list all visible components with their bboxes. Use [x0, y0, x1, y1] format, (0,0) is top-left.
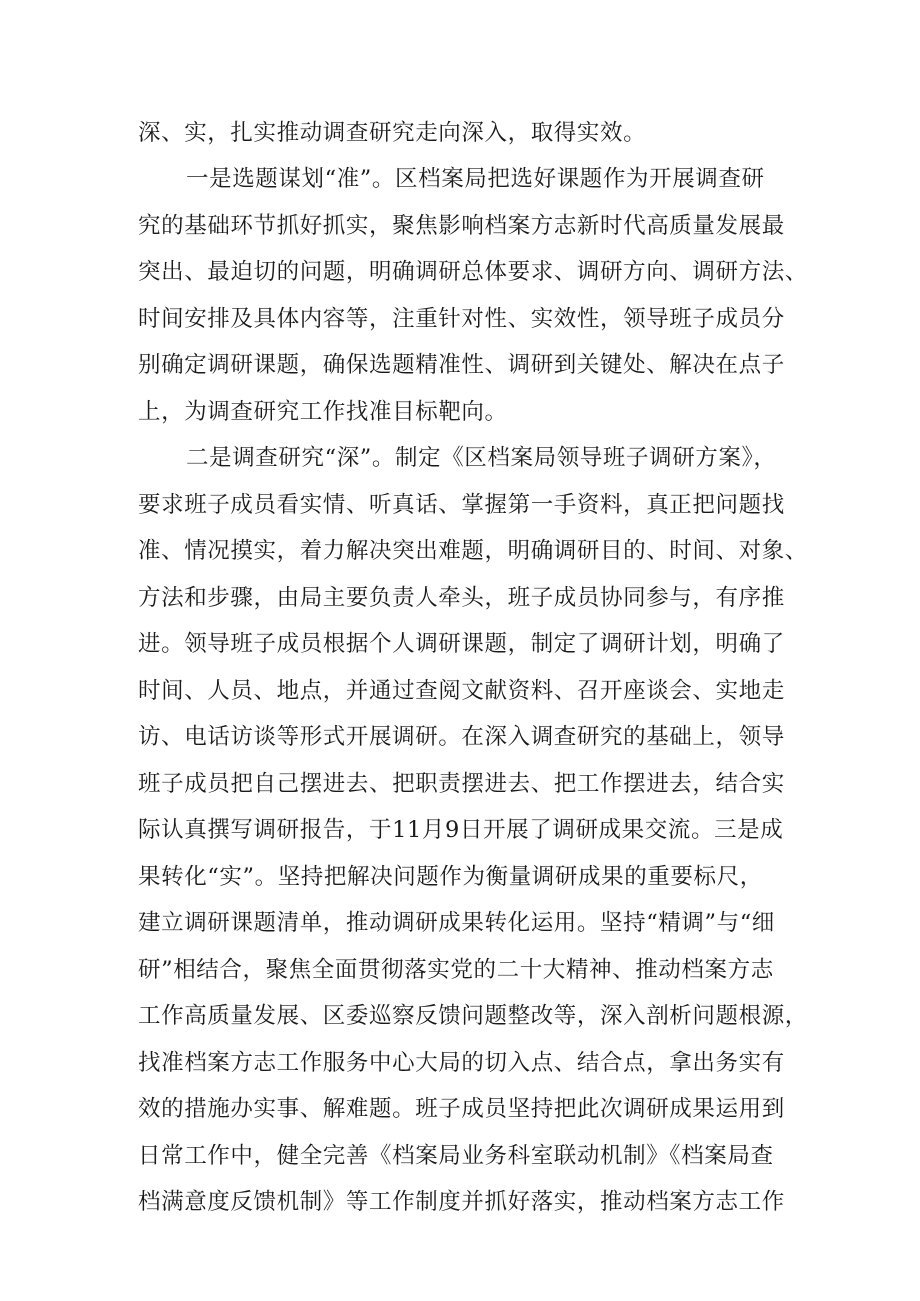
text-line-8: 二是调查研究“深”。制定《区档案局领导班子调研方案》，	[186, 445, 777, 471]
text-line-1: 深、实，扎实推动调查研究走向深入，取得实效。	[138, 120, 647, 146]
text-line-11: 方法和步骤，由局主要负责人牵头，班子成员协同参与，有序推	[138, 585, 785, 611]
text-line-23: 日常工作中，健全完善《档案局业务科室联动机制》《档案局查	[138, 1143, 774, 1169]
text-line-24: 档满意度反馈机制》等工作制度并抓好落实，推动档案方志工作	[138, 1189, 785, 1215]
text-line-3: 究的基础环节抓好抓实，聚焦影响档案方志新时代高质量发展最	[138, 213, 785, 239]
text-line-21: 找准档案方志工作服务中心大局的切入点、结合点，拿出务实有	[138, 1050, 785, 1076]
text-line-20: 工作高质量发展、区委巡察反馈问题整改等，深入剖析问题根源，	[138, 1003, 808, 1029]
text-line-19: 研”相结合，聚焦全面贯彻落实党的二十大精神、推动档案方志	[138, 957, 774, 983]
text-line-5: 时间安排及具体内容等，注重针对性、实效性，领导班子成员分	[138, 306, 785, 332]
text-line-18: 建立调研课题清单，推动调研成果转化运用。坚持“精调”与“细	[138, 910, 775, 936]
text-line-13: 时间、人员、地点，并通过查阅文献资料、召开座谈会、实地走	[138, 678, 785, 704]
text-line-6: 别确定调研课题，确保选题精准性、调研到关键处、解决在点子	[138, 352, 785, 378]
text-line-16: 际认真撰写调研报告，于11月9日开展了调研成果交流。三是成	[138, 817, 784, 843]
text-line-2: 一是选题谋划“准”。区档案局把选好课题作为开展调查研	[186, 166, 765, 192]
text-line-7: 上，为调查研究工作找准目标靶向。	[138, 399, 508, 425]
text-line-4: 突出、最迫切的问题，明确调研总体要求、调研方向、调研方法、	[138, 259, 808, 285]
text-line-12: 进。领导班子成员根据个人调研课题，制定了调研计划，明确了	[138, 631, 785, 657]
text-line-10: 准、情况摸实，着力解决突出难题，明确调研目的、时间、对象、	[138, 538, 808, 564]
text-line-14: 访、电话访谈等形式开展调研。在深入调查研究的基础上，领导	[138, 724, 785, 750]
text-line-17: 果转化“实”。坚持把解决问题作为衡量调研成果的重要标尺，	[138, 864, 763, 890]
text-line-22: 效的措施办实事、解难题。班子成员坚持把此次调研成果运用到	[138, 1096, 785, 1122]
text-line-9: 要求班子成员看实情、听真话、掌握第一手资料，真正把问题找	[138, 492, 785, 518]
text-line-15: 班子成员把自己摆进去、把职责摆进去、把工作摆进去，结合实	[138, 771, 785, 797]
